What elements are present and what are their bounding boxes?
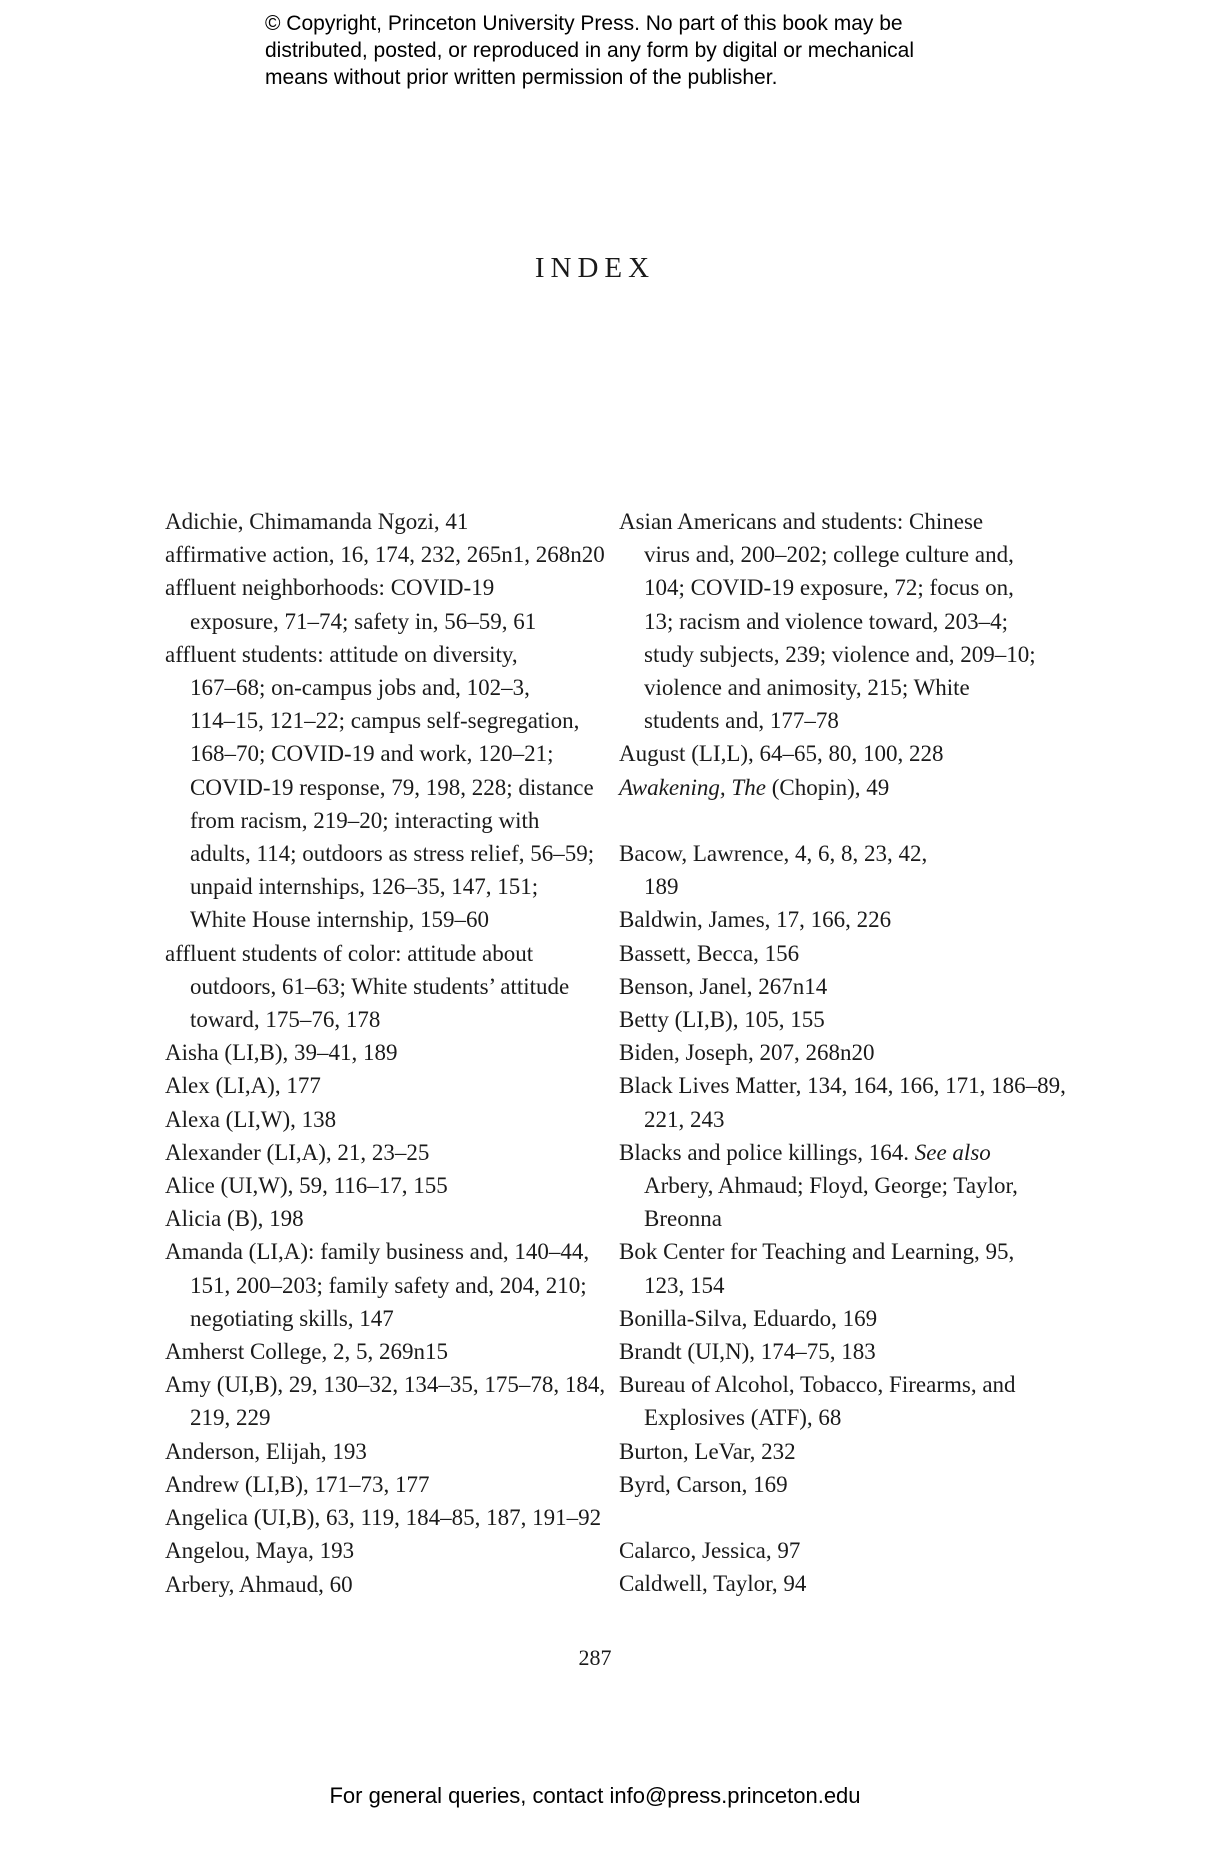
index-entry-line: Alice (UI,W), 59, 116–17, 155 — [165, 1173, 448, 1199]
index-entry — [619, 1003, 1049, 1036]
index-entry-line: 167–68; on-campus jobs and, 102–3, — [190, 675, 530, 701]
index-entry-line: Alex (LI,A), 177 — [165, 1073, 321, 1099]
index-entry — [619, 903, 1049, 936]
index-entry-line: Breonna — [644, 1206, 722, 1232]
index-entry-line: affirmative action, 16, 174, 232, 265n1, 268n20 — [165, 542, 605, 568]
index-entry — [165, 937, 595, 1037]
index-entry — [619, 1036, 1049, 1069]
index-entry — [619, 1468, 1049, 1501]
index-entry-title: Awakening, The — [619, 774, 766, 800]
index-entry-line: Bok Center for Teaching and Learning, 95, — [619, 1239, 1015, 1265]
index-entry — [165, 1534, 595, 1567]
index-entry — [619, 937, 1049, 970]
index-entry-line: from racism, 219–20; interacting with — [190, 807, 540, 833]
index-entry-line: Benson, Janel, 267n14 — [619, 973, 828, 999]
index-entry-line: Adichie, Chimamanda Ngozi, 41 — [165, 509, 469, 534]
index-entry-line: Byrd, Carson, 169 — [619, 1471, 788, 1497]
index-entry — [619, 970, 1049, 1003]
index-entry-line: Alexa (LI,W), 138 — [165, 1106, 337, 1132]
index-entry-line: affluent students: attitude on diversity, — [165, 641, 518, 667]
index-entry — [165, 538, 605, 571]
index-entry-line: 13; racism and violence toward, 203–4; — [644, 608, 1009, 634]
index-entry — [165, 1235, 595, 1335]
index-entry — [619, 1368, 1049, 1434]
index-entry — [619, 737, 1049, 770]
index-entry-line: Aisha (LI,B), 39–41, 189 — [165, 1040, 398, 1066]
index-entry — [165, 1435, 595, 1468]
index-entry — [619, 1435, 1049, 1468]
index-entry — [619, 1069, 1066, 1135]
page-number: 287 — [578, 1645, 612, 1670]
index-entry-line: Anderson, Elijah, 193 — [165, 1438, 367, 1464]
index-entry — [165, 1468, 595, 1501]
index-entry — [619, 1136, 1049, 1236]
index-entry — [165, 505, 595, 538]
index-entry-line: Bacow, Lawrence, 4, 6, 8, 23, 42, — [619, 841, 928, 867]
index-entry-line: 219, 229 — [190, 1405, 271, 1431]
index-entry-text: Blacks and police killings, 164. — [619, 1139, 915, 1165]
index-entry-line: negotiating skills, 147 — [190, 1305, 394, 1331]
index-entry-line: Asian Americans and students: Chinese — [619, 509, 984, 534]
index-column-left — [165, 505, 606, 1601]
index-entry-line: Arbery, Ahmaud; Floyd, George; Taylor, — [644, 1173, 1018, 1199]
index-entry-line: virus and, 200–202; college culture and, — [644, 542, 1014, 568]
index-entry-line: August (LI,L), 64–65, 80, 100, 228 — [619, 741, 944, 767]
index-entry-line: 104; COVID-19 exposure, 72; focus on, — [644, 575, 1014, 601]
index-entry-line: 151, 200–203; family safety and, 204, 210; — [190, 1272, 587, 1298]
index-entry-line: exposure, 71–74; safety in, 56–59, 61 — [190, 608, 537, 634]
index-entry-line: 123, 154 — [644, 1272, 725, 1298]
copyright-notice — [265, 10, 1025, 91]
index-entry-line: Caldwell, Taylor, 94 — [619, 1571, 807, 1597]
footer-contact: For general queries, contact info@press.princeton.edu — [329, 1783, 861, 1808]
index-entry — [165, 638, 595, 937]
index-entry — [165, 1202, 595, 1235]
index-entry-line: COVID-19 response, 79, 198, 228; distance — [190, 774, 594, 800]
index-entry-line: adults, 114; outdoors as stress relief, 56–59; — [190, 841, 595, 867]
index-entry — [619, 837, 1049, 903]
index-entry — [619, 1302, 1049, 1335]
index-entry-line: affluent neighborhoods: COVID-19 — [165, 575, 495, 601]
index-entry — [619, 1335, 1049, 1368]
index-entry-line: Baldwin, James, 17, 166, 226 — [619, 907, 892, 933]
index-entry-line: Amanda (LI,A): family business and, 140–44, — [165, 1239, 590, 1265]
index-entry-line: Amy (UI,B), 29, 130–32, 134–35, 175–78, 184, — [165, 1372, 606, 1398]
index-entry — [165, 1501, 602, 1534]
index-entry-line: White House internship, 159–60 — [190, 907, 489, 933]
index-entry-line: 189 — [644, 874, 679, 900]
index-entry — [165, 1103, 595, 1136]
index-entry-line: 168–70; COVID-19 and work, 120–21; — [190, 741, 554, 767]
index-entry-line: Andrew (LI,B), 171–73, 177 — [165, 1471, 430, 1497]
index-entry-line: Betty (LI,B), 105, 155 — [619, 1007, 825, 1033]
index-entry — [619, 1534, 1049, 1567]
index-entry — [165, 571, 595, 637]
index-entry-line: Explosives (ATF), 68 — [644, 1405, 842, 1431]
index-entry-line: study subjects, 239; violence and, 209–10; — [644, 641, 1036, 667]
see-also-label: See also — [914, 1139, 991, 1165]
copyright-line: distributed, posted, or reproduced in any form by digital or mechanical — [265, 39, 915, 62]
index-entry-text: (Chopin), 49 — [765, 774, 890, 800]
index-entry — [619, 771, 1049, 804]
index-entry-line: Bassett, Becca, 156 — [619, 940, 800, 966]
index-entry — [619, 1235, 1049, 1301]
index-entry-line: 221, 243 — [644, 1106, 725, 1132]
index-entry — [619, 1567, 1049, 1600]
index-entry — [165, 1335, 595, 1368]
index-entry-line: outdoors, 61–63; White students’ attitude — [190, 973, 570, 999]
index-entry-line: toward, 175–76, 178 — [190, 1007, 381, 1033]
index-entry-line: Amherst College, 2, 5, 269n15 — [165, 1339, 448, 1365]
index-entry-line: affluent students of color: attitude about — [165, 940, 534, 966]
index-entry — [165, 1169, 595, 1202]
index-entry-line: Alicia (B), 198 — [165, 1206, 304, 1232]
index-entry-line: Bonilla-Silva, Eduardo, 169 — [619, 1305, 878, 1331]
index-entry-line — [619, 1136, 1049, 1169]
index-entry-line: Brandt (UI,N), 174–75, 183 — [619, 1339, 876, 1365]
page-title: INDEX — [534, 252, 656, 284]
index-entry-line: Biden, Joseph, 207, 268n20 — [619, 1040, 875, 1066]
index-entry — [165, 1568, 595, 1601]
index-entry-line: Bureau of Alcohol, Tobacco, Firearms, and — [619, 1372, 1016, 1398]
index-entry-line: violence and animosity, 215; White — [644, 675, 970, 701]
index-entry-line: students and, 177–78 — [644, 708, 839, 734]
index-entry-line: Angelou, Maya, 193 — [165, 1538, 355, 1564]
index-entry-line: Alexander (LI,A), 21, 23–25 — [165, 1139, 430, 1165]
index-entry — [165, 1036, 595, 1069]
index-entry-line: Arbery, Ahmaud, 60 — [165, 1571, 353, 1597]
index-entry — [619, 505, 1049, 737]
index-entry-line: Burton, LeVar, 232 — [619, 1438, 796, 1464]
index-column-right — [619, 505, 1066, 1601]
index-entry-line: Angelica (UI,B), 63, 119, 184–85, 187, 191–92 — [165, 1505, 602, 1531]
index-entry-line: Black Lives Matter, 134, 164, 166, 171, 186–89, — [619, 1073, 1066, 1099]
index-entry-line: unpaid internships, 126–35, 147, 151; — [190, 874, 539, 900]
index-entry — [165, 1368, 606, 1434]
copyright-line: © Copyright, Princeton University Press. No part of this book may be — [265, 12, 903, 35]
copyright-line: means without prior written permission of the publisher. — [265, 66, 778, 89]
index-entry — [165, 1136, 595, 1169]
index-entry-line: Calarco, Jessica, 97 — [619, 1538, 801, 1564]
index-entry-line: 114–15, 121–22; campus self-segregation, — [190, 708, 580, 734]
index-entry — [165, 1069, 595, 1102]
index-entry-line — [619, 771, 1049, 804]
